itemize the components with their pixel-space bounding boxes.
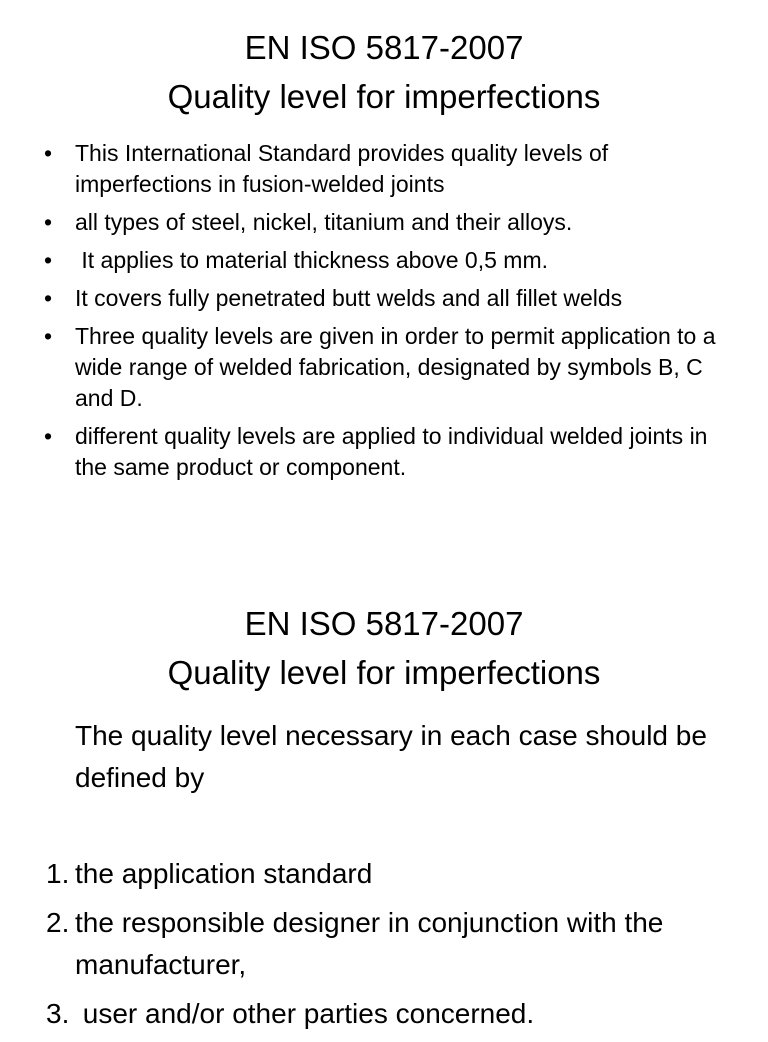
slide-2 xyxy=(0,512,768,1029)
item-number: 2. xyxy=(46,907,70,938)
slide-2-title-line-2: Quality level for imperfections xyxy=(167,654,601,691)
item-text: the responsible designer in conjunction with the manufacturer, xyxy=(75,907,664,980)
numbered-list xyxy=(0,853,740,1042)
bullet-item xyxy=(0,321,740,414)
bullet-text: Three quality levels are given in order to permit application to a wide range of welded fabrication, designated by symbols B, C and D. xyxy=(75,323,716,411)
bullet-text: It applies to material thickness above 0,5 mm. xyxy=(75,247,548,273)
slide-2-title-line-1: EN ISO 5817-2007 xyxy=(244,605,524,642)
numbered-item xyxy=(0,902,740,986)
bullet-dot-icon: • xyxy=(44,423,53,449)
bullet-dot-icon: • xyxy=(44,247,53,273)
bullet-text: This International Standard provides quality levels of imperfections in fusion-welded joints xyxy=(75,140,609,197)
item-number: 3. xyxy=(46,998,70,1029)
slide-1-title-line-2: Quality level for imperfections xyxy=(167,78,601,115)
bullet-item xyxy=(0,421,740,483)
bullet-dot-icon: • xyxy=(44,285,53,311)
slide-1-title-line-1: EN ISO 5817-2007 xyxy=(244,29,524,66)
item-number: 1. xyxy=(46,858,70,889)
numbered-item xyxy=(0,853,740,895)
bullet-item xyxy=(0,245,740,276)
item-text: user and/or other parties concerned. xyxy=(75,998,535,1029)
slide-1-title xyxy=(0,23,768,121)
bullet-item xyxy=(0,283,740,314)
bullet-item xyxy=(0,138,740,200)
bullet-text: all types of steel, nickel, titanium and their alloys. xyxy=(75,209,573,235)
bullet-text: It covers fully penetrated butt welds and all fillet welds xyxy=(75,285,623,311)
bullet-list xyxy=(0,138,740,490)
slide-1 xyxy=(0,0,768,512)
bullet-dot-icon: • xyxy=(44,140,53,166)
bullet-text: different quality levels are applied to individual welded joints in the same product or component. xyxy=(75,423,708,480)
numbered-item xyxy=(0,993,740,1035)
item-text: the application standard xyxy=(75,858,373,889)
slide-2-title xyxy=(0,599,768,697)
bullet-item xyxy=(0,207,740,238)
bullet-dot-icon: • xyxy=(44,323,53,349)
slide-2-intro: The quality level necessary in each case should be defined by xyxy=(75,720,707,793)
bullet-dot-icon: • xyxy=(44,209,53,235)
